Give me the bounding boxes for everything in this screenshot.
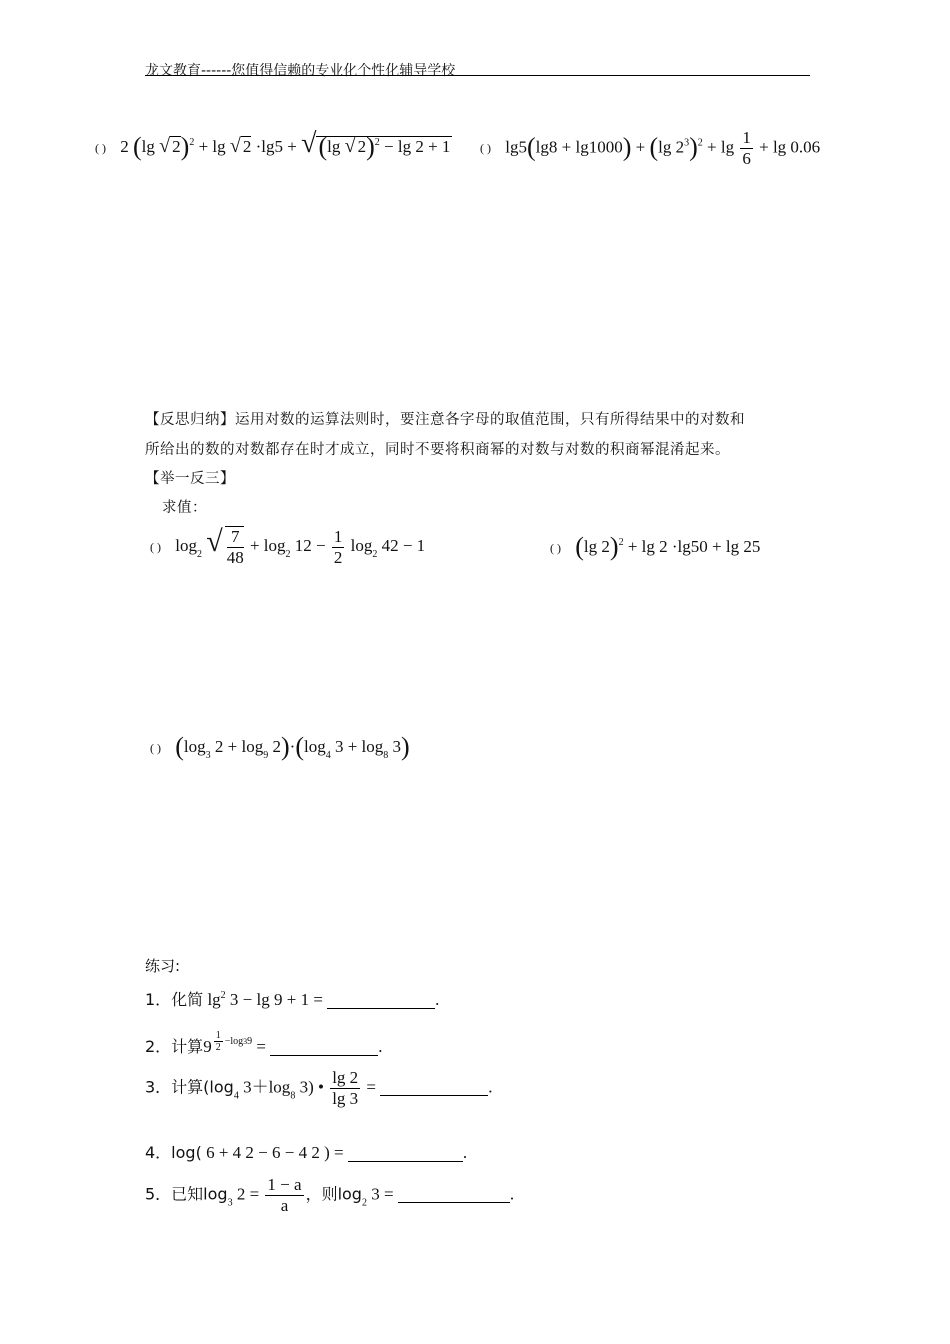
exercise-4: 4．log( 6 + 4 2 − 6 − 4 2 ) = . [145, 1143, 468, 1162]
answer-blank-1[interactable] [327, 990, 435, 1009]
answer-blank-5[interactable] [398, 1184, 510, 1203]
problem-top-right: ( ) lg5(lg8 + lg1000) + (lg $2^3)^2 + \lg$ $\frac{1}{6}$ + lg 0.06 [480, 128, 821, 168]
problem-c: ( ) ($\log_3$ $2 + \log_9 2)\cdot(\log_4$ $3 + \log_8 3$) [150, 732, 410, 761]
exercise-2: 2．计算9 $^{\frac{1}{2} -log39}$ = . [145, 1030, 383, 1056]
exercises-title: 练习: [145, 957, 181, 975]
reflection-line-2: 所给出的数的对数都存在时才成立，同时不要将积商幂的对数与对数的积商幂混淆起来。 [145, 442, 730, 458]
answer-blank-2[interactable] [270, 1037, 378, 1056]
problem-top-left: ( ) 2 (lg √ 2)$^2$ + lg √ 2 ·lg5 + √(lg √ 2)$^2$ − lg 2 + 1 [95, 128, 451, 161]
exercise-3: 3．计算($\log_4$ $3+\log_8$ 3) • $\frac{\lg 2}{\lg 3}$ = . [145, 1068, 493, 1108]
answer-blank-3[interactable] [380, 1077, 488, 1096]
document-header: 龙文教育------您值得信赖的专业化个性化辅导学校 [145, 63, 456, 79]
prompt-text: 求值： [162, 500, 207, 516]
reflection-line-1: 【反思归纳】运用对数的运算法则时，要注意各字母的取值范围，只有所得结果中的对数和 [145, 412, 745, 428]
exercise-1: 1．化简 $\lg^2 3 - \lg 9 + 1$ = . [145, 990, 440, 1009]
exercise-5: 5．已知$\log_3 2$ = $\frac{1 - a}{a}$ ，则$\log_2 3$ = . [145, 1175, 515, 1215]
problem-a: ( ) $\log_2$ √ $\frac{7}{48}$ + $\log_2 12$ − $\frac{1}{2}$ $\log_2 42 - 1$ [150, 525, 426, 568]
problem-b: ( ) (lg 2)$^2$ + lg 2 ·lg50 + lg 25 [550, 532, 761, 561]
header-rule [145, 75, 810, 76]
answer-blank-4[interactable] [348, 1143, 463, 1162]
section-heading: 【举一反三】 [145, 471, 235, 487]
